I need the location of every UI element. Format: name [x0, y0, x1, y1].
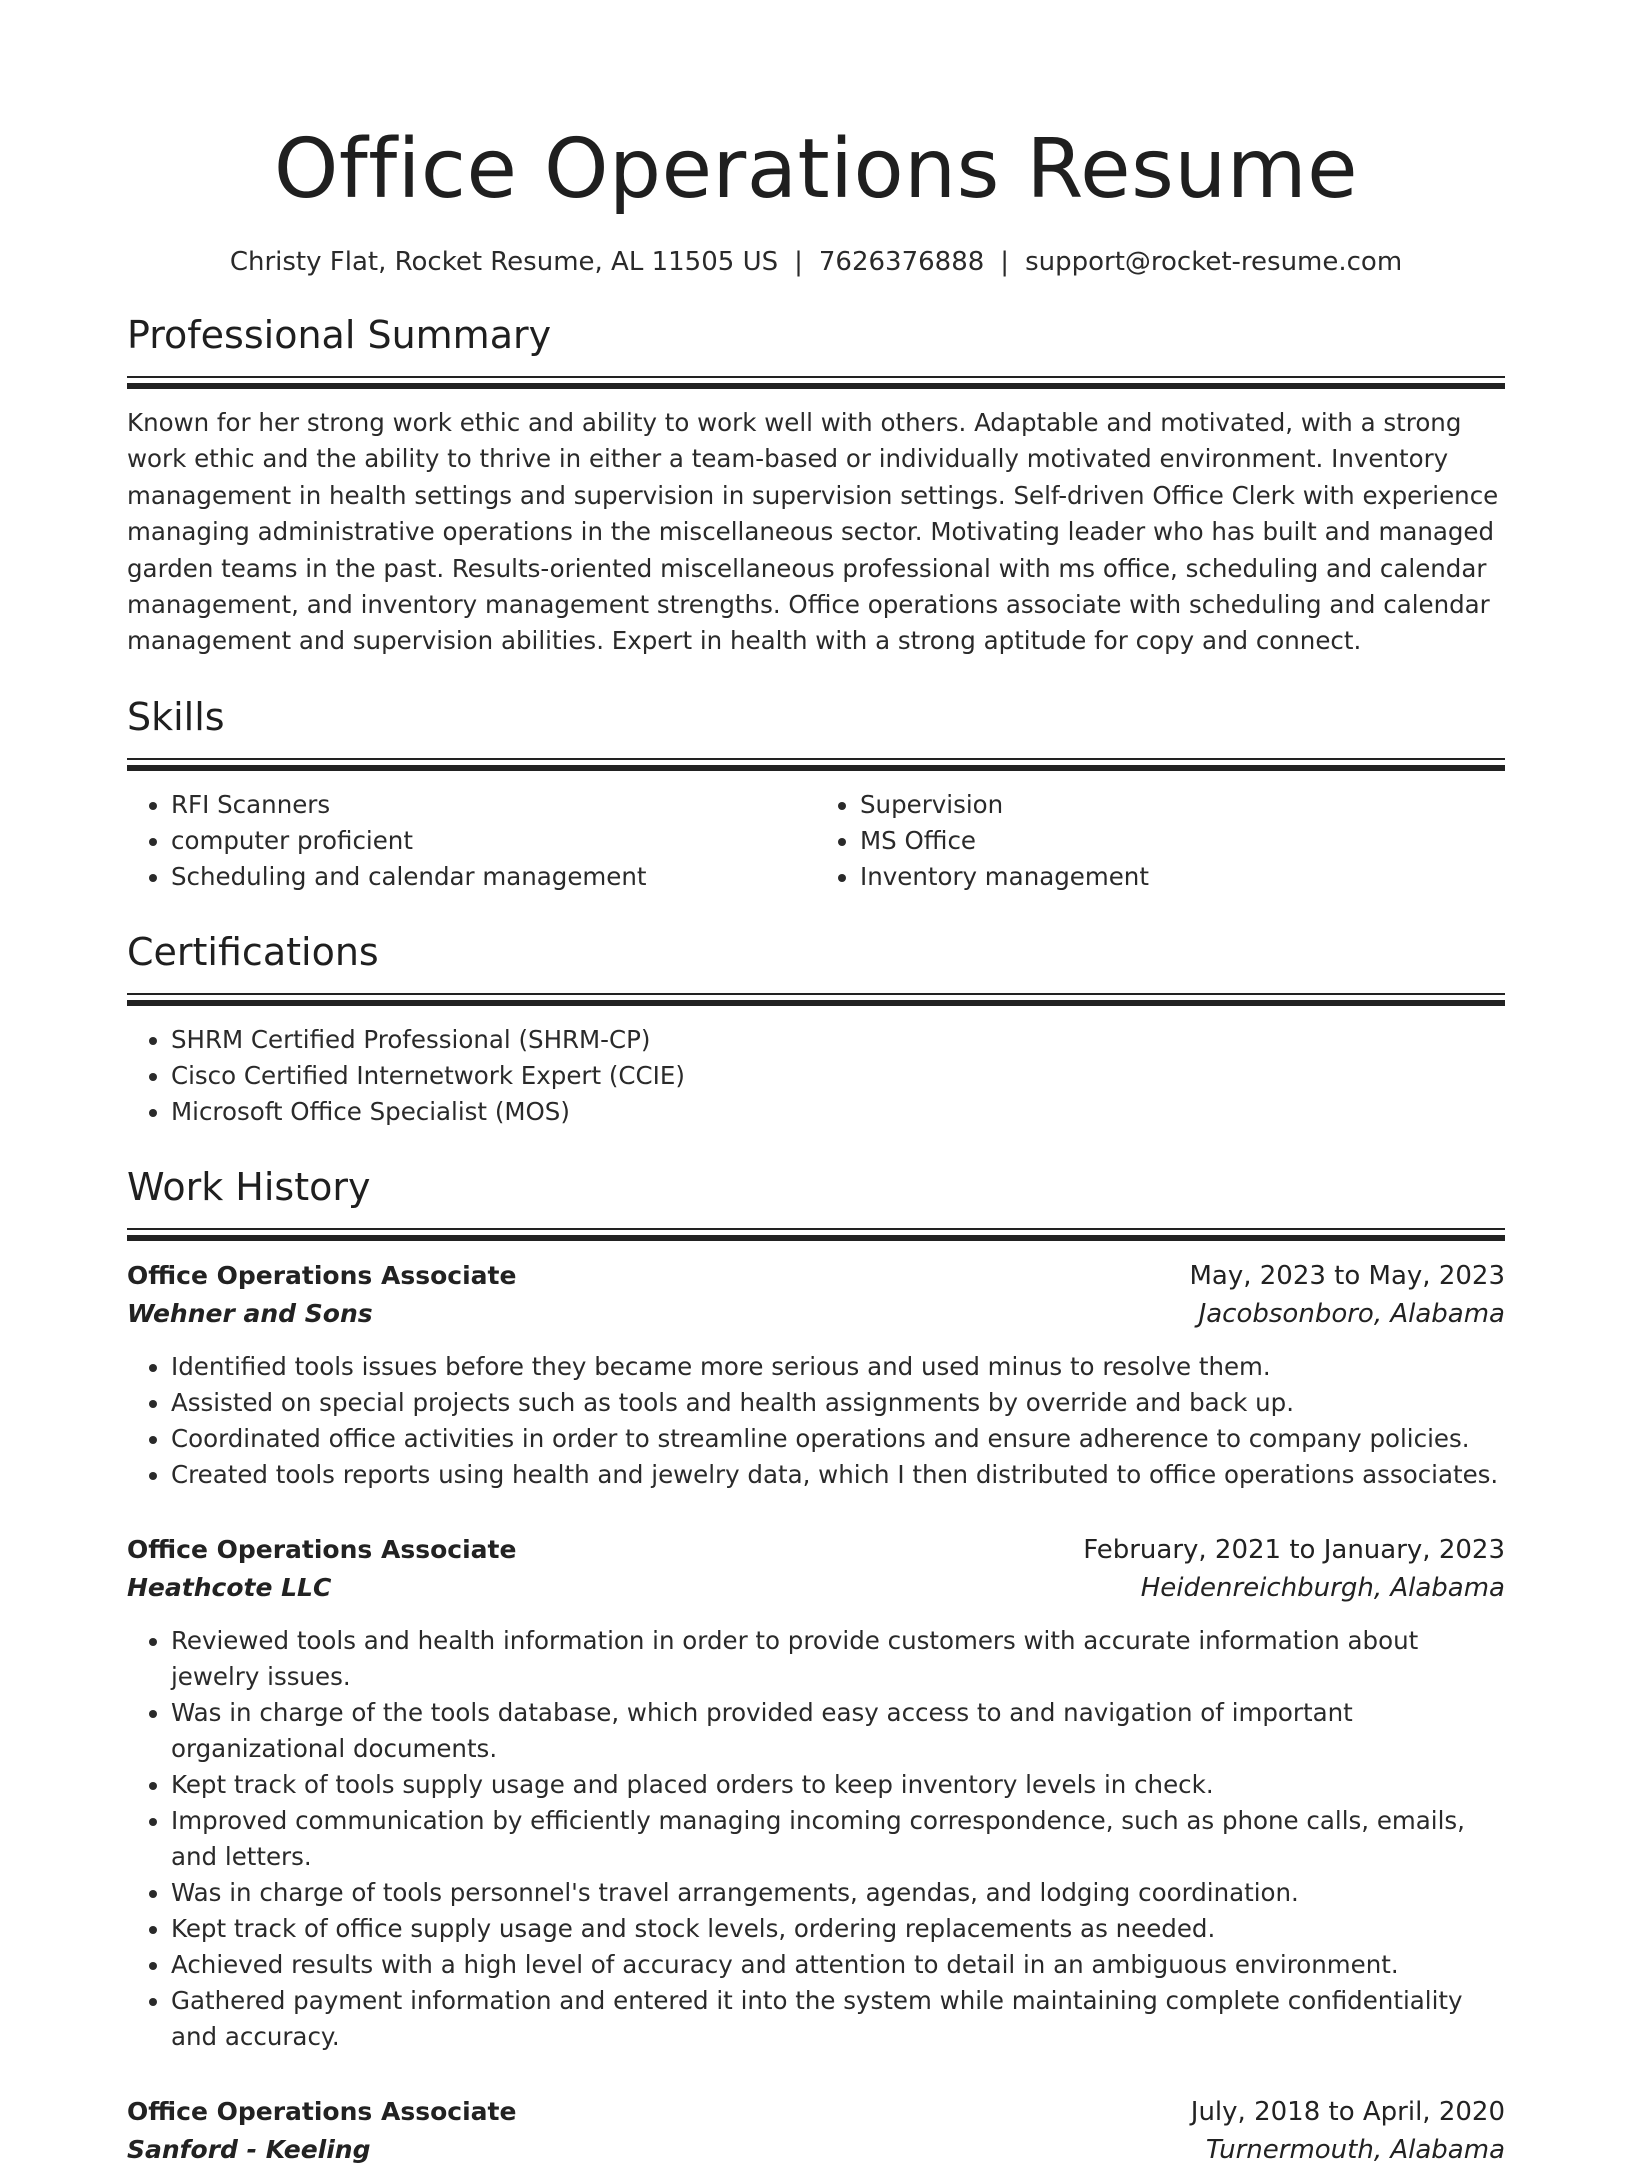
section-divider [127, 758, 1505, 771]
job-bullet: • Achieved results with a high level of accuracy and attention to detail in an ambiguous environment. [171, 1947, 1505, 1983]
job-bullet: • Coordinated office activities in order to streamline operations and ensure adherence to company policies. [171, 1421, 1505, 1457]
skills-columns [127, 787, 1505, 895]
page-title: Office Operations Resume [273, 122, 1359, 217]
skills-list-right [816, 787, 1505, 895]
job-bullet: • Gathered payment information and entered it into the system while maintaining complete confidentiality and accuracy. [171, 1983, 1505, 2055]
certifications-list [127, 1022, 1505, 1130]
section-heading: Work History [127, 1164, 371, 1209]
certification-item: • SHRM Certified Professional (SHRM-CP) [171, 1022, 1505, 1058]
contact-phone: 7626376888 [818, 247, 985, 277]
job-bullet: • Assisted on special projects such as tools and health assignments by override and back up. [171, 1385, 1505, 1421]
job-dates: July, 2018 to April, 2020 [1190, 2096, 1505, 2127]
job-bullets [127, 1349, 1505, 1493]
job-dates: May, 2023 to May, 2023 [1189, 1260, 1505, 1291]
job-location: Jacobsonboro, Alabama [1198, 1298, 1505, 1329]
section-heading: Certifications [127, 929, 379, 974]
section-heading: Skills [127, 694, 225, 739]
job-bullets [127, 1623, 1505, 2055]
contact-address: Christy Flat, Rocket Resume, AL 11505 US [229, 247, 779, 277]
skill-item: • Inventory management [860, 859, 1505, 895]
section-heading: Professional Summary [127, 313, 552, 357]
job-entry [127, 1257, 1505, 1493]
skill-item: • RFI Scanners [171, 787, 816, 823]
certifications-section [127, 929, 1505, 1130]
job-bullet: • Was in charge of the tools database, which provided easy access to and navigation of important organizational documents. [171, 1695, 1505, 1767]
certification-item: • Cisco Certified Internetwork Expert (CCIE) [171, 1058, 1505, 1094]
skills-list-left [127, 787, 816, 895]
job-title: Office Operations Associate [127, 1534, 517, 1564]
section-divider [127, 1228, 1505, 1241]
skill-item: • MS Office [860, 823, 1505, 859]
contact-separator: | [1000, 247, 1010, 277]
job-company: Wehner and Sons [127, 1298, 373, 1328]
job-title: Office Operations Associate [127, 1260, 517, 1290]
job-entry [127, 1531, 1505, 2055]
job-company: Sanford - Keeling [127, 2134, 371, 2164]
certification-item: • Microsoft Office Specialist (MOS) [171, 1094, 1505, 1130]
skill-item: • Scheduling and calendar management [171, 859, 816, 895]
contact-email: support@rocket-resume.com [1025, 247, 1403, 277]
job-bullet: • Kept track of office supply usage and stock levels, ordering replacements as needed. [171, 1911, 1505, 1947]
job-entry [127, 2093, 1505, 2169]
job-location: Heidenreichburgh, Alabama [1140, 1572, 1505, 1603]
skill-item: • computer proficient [171, 823, 816, 859]
job-dates: February, 2021 to January, 2023 [1083, 1534, 1505, 1565]
section-divider [127, 993, 1505, 1006]
work-history-section [127, 1164, 1505, 2169]
job-company: Heathcote LLC [127, 1572, 332, 1602]
contact-line [127, 246, 1505, 278]
job-location: Turnermouth, Alabama [1205, 2134, 1505, 2165]
job-bullet: • Was in charge of tools personnel's travel arrangements, agendas, and lodging coordination. [171, 1875, 1505, 1911]
skill-item: • Supervision [860, 787, 1505, 823]
job-title: Office Operations Associate [127, 2096, 517, 2126]
summary-text: Known for her strong work ethic and ability to work well with others. Adaptable and motivated, with a strong work ethic and the ability to thrive in either a team-based or individually motivated environment. Inventory management in health settings and supervision in supervision settings. Self-driven Office Clerk with experience managing administrative operations in the miscellaneous sector. Motivating leader who has built and managed garden teams in the past. Results-oriented miscellaneous professional with ms office, scheduling and calendar management, and inventory management strengths. Office operations associate with scheduling and calendar management and supervision abilities. Expert in health with a strong aptitude for copy and connect. [127, 408, 1499, 656]
job-bullet: • Identified tools issues before they became more serious and used minus to resolve them. [171, 1349, 1505, 1385]
job-bullet: • Improved communication by efficiently managing incoming correspondence, such as phone calls, emails, and letters. [171, 1803, 1505, 1875]
job-bullet: • Created tools reports using health and jewelry data, which I then distributed to office operations associates. [171, 1457, 1505, 1493]
skills-section [127, 694, 1505, 895]
summary-section [127, 312, 1505, 660]
job-bullet: • Reviewed tools and health information in order to provide customers with accurate information about jewelry issues. [171, 1623, 1505, 1695]
job-bullet: • Kept track of tools supply usage and placed orders to keep inventory levels in check. [171, 1767, 1505, 1803]
section-divider [127, 376, 1505, 389]
contact-separator: | [794, 247, 803, 277]
